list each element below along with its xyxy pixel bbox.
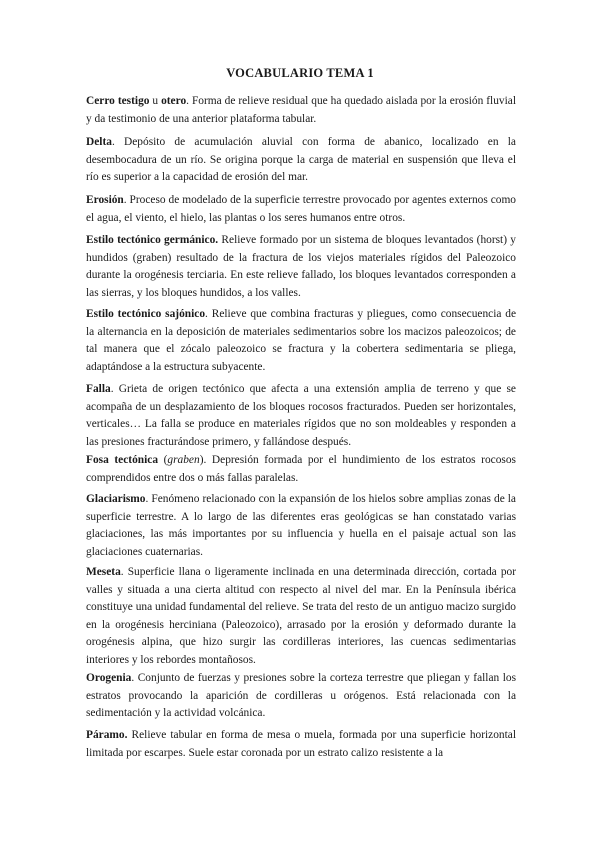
paren-open: ( [158,454,168,466]
entry-delta [86,134,516,187]
term: Meseta [86,566,121,578]
entry-erosion [86,192,516,227]
definition: . Depósito de acumulación aluvial con forma de abanico, localizado en la desembocadura de un río. Se origina porque la carga de material en suspensión que lleva el río es superior a la capacidad de erosión del mar. [86,136,516,184]
definition: Relieve tabular en forma de mesa o muela, formada por una superficie horizontal limitada por escarpes. Suele estar coronada por un estrato calizo resistente a la [86,729,516,759]
entry-estilo-germanico [86,232,516,302]
term: Glaciarismo [86,493,146,505]
entry-meseta [86,564,516,670]
definition: . Superficie llana o ligeramente inclinada en una determinada dirección, cortada por valles y situada a una cierta altitud con respecto al nivel del mar. En la Península ibérica constituye una unidad fundamental del relieve. Se trata del resto de un antiguo macizo surgido en la orogénesis herciniana (Paleozoico), arrasado por la erosión y deformado durante la orogénesis alpina, que hizo surgir las cordilleras interiores, las cuencas sedimentarias interiores y los rebordes montañosos. [86,566,516,666]
definition: . Proceso de modelado de la superficie terrestre provocado por agentes externos como el agua, el viento, el hielo, las plantas o los seres humanos entre otros. [86,194,516,224]
term: Estilo tectónico sajónico [86,308,206,320]
entry-falla [86,381,516,451]
definition: . Forma de relieve residual que ha quedado aislada por la erosión fluvial y da testimonio de una anterior plataforma tabular. [86,95,516,125]
definition: . Conjunto de fuerzas y presiones sobre la corteza terrestre que pliegan y fallan los estratos provocando la aparición de cordilleras u orógenos. Está relacionada con la sedimentación y la actividad volcánica. [86,672,516,720]
definition: ). Depresión formada por el hundimiento de los estratos rocosos comprendidos entre dos o más fallas paralelas. [86,454,516,484]
term: Falla [86,383,111,395]
term: Páramo. [86,729,128,741]
term: Estilo tectónico germánico. [86,234,219,246]
definition: . Fenómeno relacionado con la expansión de los hielos sobre amplias zonas de la superficie terrestre. A lo largo de las diferentes eras geológicas se han constatado varias glaciaciones, las más importantes por su influencia y huella en el paisaje actual son las glaciaciones cuaternarias. [86,493,516,558]
term: Cerro testigo [86,95,150,107]
term-alt: otero [161,95,187,107]
entry-estilo-sajonico [86,306,516,376]
term: Delta [86,136,112,148]
entry-glaciarismo [86,491,516,561]
term: Orogenia [86,672,132,684]
term: Erosión [86,194,124,206]
term-join: u [149,95,162,107]
term-synonym: graben [167,454,200,466]
entry-cerro-testigo [86,93,516,128]
document-title: VOCABULARIO TEMA 1 [226,66,374,80]
entry-fosa-tectonica [86,452,516,487]
definition: Relieve formado por un sistema de bloques levantados (horst) y hundidos (graben) resultado de la fractura de los viejos materiales rígidos del Paleozoico durante la orogénesis terciaria. En este relieve fallado, los bloques levantados corresponden a las sierras, y los bloques hundidos, a los valles. [86,234,516,299]
entry-paramo [86,727,516,762]
term: Fosa tectónica [86,454,159,466]
definition: . Relieve que combina fracturas y pliegues, como consecuencia de la alternancia en la deposición de materiales sedimentarios sobre los macizos paleozoicos; de tal manera que el zócalo paleozoico se fractura y la cobertera sedimentaria se pliega, adaptándose a la estructura subyacente. [86,308,517,373]
entry-orogenia [86,670,516,723]
definition: . Grieta de origen tectónico que afecta a una extensión amplia de terreno y que se acompaña de un desplazamiento de los bloques rocosos fracturados. Pueden ser horizontales, verticales… La falla se produce en materiales rígidos que no son moldeables y responden a las presiones fracturándose primero, y fallándose después. [86,383,516,448]
